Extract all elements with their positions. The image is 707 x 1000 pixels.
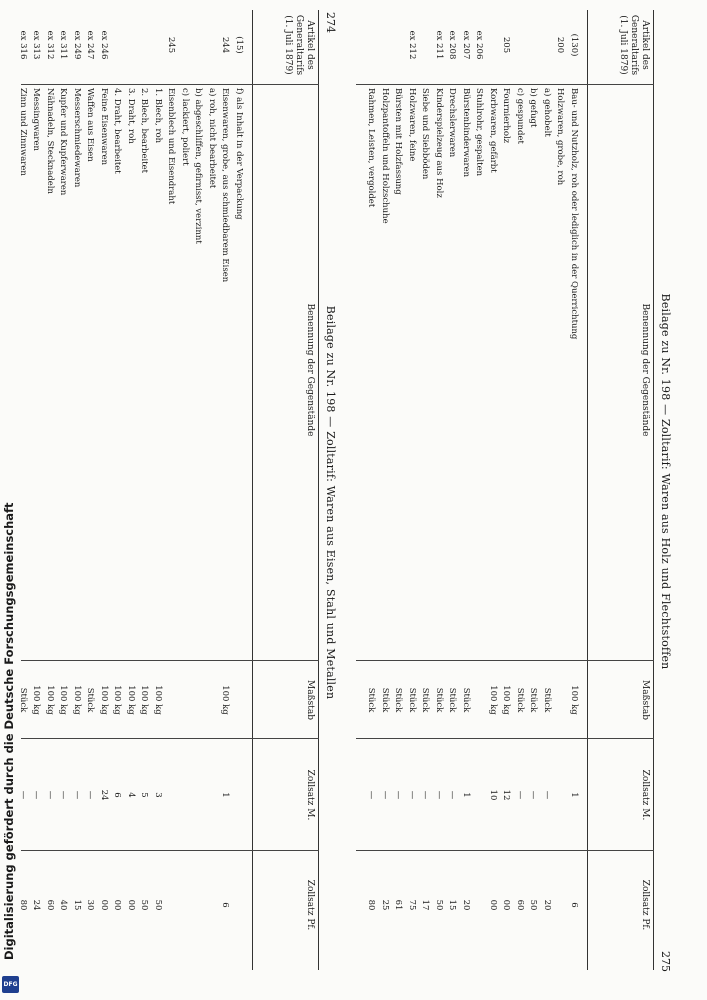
rate-pfennig: 00 <box>99 899 109 911</box>
right-col-article: Artikel des Generaltarifs (1. Juli 1879) <box>618 14 650 76</box>
table-row <box>233 10 245 970</box>
item-unit: 100 kg <box>220 685 231 715</box>
right-page-header <box>656 12 672 972</box>
item-description: Kinderspielzeug aus Holz <box>434 88 444 198</box>
dfg-logo: DFG <box>2 976 19 993</box>
left-col-unit: Maßstab <box>305 680 315 720</box>
rate-marks: — <box>393 790 404 800</box>
left-col-rate-m: Zollsatz M. <box>305 769 315 821</box>
rate-pfennig: 30 <box>85 899 96 911</box>
rate-pfennig: 25 <box>380 899 390 911</box>
item-unit: Stück <box>447 687 458 713</box>
table-row <box>166 10 178 970</box>
article-number: ex 206 <box>474 30 485 60</box>
item-unit: 100 kg <box>569 685 579 715</box>
item-unit: 100 kg <box>99 685 109 715</box>
rate-marks: — <box>366 790 377 800</box>
rate-pfennig: 60 <box>515 899 525 911</box>
rate-pfennig: 15 <box>447 899 458 911</box>
table-row <box>514 10 526 970</box>
table-row <box>220 10 232 970</box>
rate-pfennig: 75 <box>407 899 417 911</box>
right-page <box>350 0 680 1000</box>
article-number: ex 207 <box>461 30 471 60</box>
table-row <box>501 10 513 970</box>
item-unit: 100 kg <box>488 685 498 715</box>
column-head-rule <box>252 10 253 970</box>
item-description: Eisenwaren, grobe, aus schmiedbarem Eisen <box>220 88 231 283</box>
item-unit: Stück <box>380 687 390 713</box>
rate-marks: 4 <box>126 792 136 798</box>
rate-marks: — <box>434 790 444 800</box>
item-unit: Stück <box>528 687 539 713</box>
item-unit: Stück <box>85 687 96 713</box>
table-row <box>44 10 56 970</box>
item-unit: 100 kg <box>45 685 55 715</box>
rate-pfennig: 20 <box>542 899 552 911</box>
table-row <box>98 10 110 970</box>
article-number: ex 311 <box>58 30 69 60</box>
header-rule <box>653 10 654 970</box>
article-number: ex 312 <box>45 30 55 60</box>
rate-marks: 6 <box>112 792 123 798</box>
item-unit: Stück <box>393 687 404 713</box>
article-number: 244 <box>220 36 231 54</box>
table-row <box>406 10 418 970</box>
table-row <box>85 10 97 970</box>
article-number: ex 246 <box>99 30 109 60</box>
rate-marks: 3 <box>153 792 163 798</box>
right-page-title: Beilage zu Nr. 198 — Zolltarif: Waren aus Holz und Flechtstoffen <box>659 293 672 670</box>
item-unit: 100 kg <box>72 685 82 715</box>
table-row <box>193 10 205 970</box>
article-number: 205 <box>501 36 512 54</box>
rate-pfennig: 50 <box>434 899 444 911</box>
item-description: c) gespundet <box>515 88 525 144</box>
column-head-rule <box>587 10 588 970</box>
table-row <box>125 10 137 970</box>
rate-pfennig: 15 <box>72 899 82 911</box>
article-number: 200 <box>555 36 566 54</box>
table-row <box>555 10 567 970</box>
item-description: Nähnadeln, Stecknadeln <box>45 88 55 194</box>
table-row <box>206 10 218 970</box>
right-page-number: 275 <box>659 951 672 972</box>
item-unit: Stück <box>434 687 444 713</box>
rate-pfennig: 40 <box>58 899 69 911</box>
item-unit: Stück <box>366 687 377 713</box>
left-page-header <box>321 12 337 972</box>
article-number: 245 <box>166 36 177 54</box>
table-row <box>139 10 151 970</box>
item-unit: 100 kg <box>112 685 123 715</box>
table-row <box>58 10 70 970</box>
table-row <box>366 10 378 970</box>
rate-marks: 24 <box>99 789 109 801</box>
article-number: ex 211 <box>434 30 444 60</box>
item-description: Drechslerwaren <box>447 88 458 158</box>
item-description: 3. Draht, roh <box>126 88 136 144</box>
rate-pfennig: 20 <box>461 899 471 911</box>
rate-marks: 10 <box>488 789 498 801</box>
rate-marks: — <box>407 790 417 800</box>
item-description: Holzwaren, feine <box>407 88 417 162</box>
table-row <box>487 10 499 970</box>
rate-marks: — <box>420 790 431 800</box>
table-row <box>541 10 553 970</box>
article-number: ex 316 <box>18 30 28 60</box>
rate-pfennig: 00 <box>501 899 512 911</box>
table-row <box>528 10 540 970</box>
left-col-rate-pf: Zollsatz Pf. <box>305 879 315 931</box>
rate-pfennig: 50 <box>139 899 150 911</box>
rate-marks: — <box>542 790 552 800</box>
article-number: ex 313 <box>31 30 42 60</box>
table-row <box>474 10 486 970</box>
rate-marks: 1 <box>461 792 471 798</box>
rate-marks: 5 <box>139 792 150 798</box>
rate-pfennig: 24 <box>31 899 42 911</box>
item-description: Holzwaren, grobe, roh <box>555 88 566 186</box>
rate-pfennig: 80 <box>18 899 28 911</box>
item-description: b) gefugt <box>528 88 539 128</box>
item-unit: Stück <box>420 687 431 713</box>
item-description: Korbwaren, gefärbt <box>488 88 498 173</box>
item-unit: 100 kg <box>58 685 69 715</box>
item-unit: 100 kg <box>139 685 150 715</box>
item-description: Bürsten mit Holzfassung <box>393 88 404 195</box>
item-description: a) roh, nicht bearbeitet <box>207 88 217 189</box>
rate-marks: — <box>58 790 69 800</box>
rate-marks: — <box>85 790 96 800</box>
item-unit: Stück <box>515 687 525 713</box>
item-description: 1. Blech, roh <box>153 88 163 144</box>
item-unit: Stück <box>461 687 471 713</box>
right-col-rate-m: Zollsatz M. <box>640 769 650 821</box>
item-unit: 100 kg <box>126 685 136 715</box>
item-description: Messerschmiedewaren <box>72 88 82 188</box>
item-description: f) als Inhalt in der Verpackung <box>234 88 244 220</box>
rate-pfennig: 61 <box>393 899 404 911</box>
item-description: b) abgeschliffen, gefirnisst, verzinnt <box>193 88 204 244</box>
rate-marks: — <box>45 790 55 800</box>
table-row <box>17 10 29 970</box>
left-page-number: 274 <box>324 12 337 33</box>
article-number: ex 212 <box>407 30 417 60</box>
item-description: Rahmen, Leisten, vergoldet <box>366 88 377 208</box>
right-col-unit: Maßstab <box>640 680 650 720</box>
item-description: Waffen aus Eisen <box>85 88 96 162</box>
rate-pfennig: 00 <box>488 899 498 911</box>
header-rule <box>318 10 319 970</box>
rate-pfennig: 17 <box>420 899 431 911</box>
funding-note: Digitalisierung gefördert durch die Deutsche Forschungsgemeinschaft <box>2 502 16 960</box>
table-row <box>179 10 191 970</box>
item-description: Bau- und Nutzholz, roh oder lediglich in der Querrichtung <box>569 88 579 340</box>
table-row <box>420 10 432 970</box>
item-unit: 100 kg <box>153 685 163 715</box>
right-col-rate-pf: Zollsatz Pf. <box>640 879 650 931</box>
rate-pfennig: 00 <box>112 899 123 911</box>
rate-marks: 12 <box>501 789 512 801</box>
rate-marks: 1 <box>569 792 579 798</box>
item-description: Eisenblech und Eisendraht <box>166 88 177 205</box>
rate-marks: — <box>380 790 390 800</box>
rate-marks: — <box>72 790 82 800</box>
table-row <box>433 10 445 970</box>
rate-marks: — <box>447 790 458 800</box>
rate-pfennig: 50 <box>153 899 163 911</box>
rate-pfennig: 60 <box>45 899 55 911</box>
left-col-description: Benennung der Gegenstände <box>305 303 315 437</box>
rate-pfennig: 00 <box>126 899 136 911</box>
rate-marks: — <box>31 790 42 800</box>
table-row <box>71 10 83 970</box>
item-unit: Stück <box>407 687 417 713</box>
table-row <box>460 10 472 970</box>
rate-marks: 1 <box>220 792 231 798</box>
article-number: ex 208 <box>447 30 458 60</box>
rate-pfennig: 6 <box>220 902 231 908</box>
rate-pfennig: 80 <box>366 899 377 911</box>
left-col-article: Artikel des Generaltarifs (1. Juli 1879) <box>283 14 315 76</box>
item-description: Feine Eisenwaren <box>99 88 109 166</box>
table-row <box>152 10 164 970</box>
table-row <box>447 10 459 970</box>
item-unit: 100 kg <box>501 685 512 715</box>
rate-pfennig: 50 <box>528 899 539 911</box>
item-description: Zinn und Zinnwaren <box>18 88 28 176</box>
item-description: Messingwaren <box>31 88 42 152</box>
article-number: ex 247 <box>85 30 96 60</box>
item-description: Stuhlrohr, gespalten <box>474 88 485 177</box>
item-description: 2. Blech, bearbeitet <box>139 88 150 174</box>
article-number: (130) <box>569 33 579 57</box>
item-unit: 100 kg <box>31 685 42 715</box>
rate-marks: — <box>18 790 28 800</box>
table-row <box>393 10 405 970</box>
table-row <box>31 10 43 970</box>
item-description: 4. Draht, bearbeitet <box>112 88 123 174</box>
article-number: (15) <box>234 36 244 54</box>
item-unit: Stück <box>18 687 28 713</box>
item-description: Siebe und Siebböden <box>420 88 431 180</box>
rate-pfennig: 6 <box>569 902 579 908</box>
right-col-description: Benennung der Gegenstände <box>640 303 650 437</box>
item-description: Holzpantoffeln und Holzschuhe <box>380 88 390 224</box>
item-description: c) lackiert, poliert <box>180 88 190 166</box>
table-row <box>568 10 580 970</box>
article-number: ex 249 <box>72 30 82 60</box>
left-page-title: Beilage zu Nr. 198 — Zolltarif: Waren aus Eisen, Stahl und Metallen <box>324 305 337 700</box>
item-description: Fournierholz <box>501 88 512 144</box>
table-row <box>112 10 124 970</box>
table-row <box>379 10 391 970</box>
item-description: Bürstenbinderwaren <box>461 88 471 178</box>
item-unit: Stück <box>542 687 552 713</box>
item-description: Kupfer und Kupferwaren <box>58 88 69 196</box>
item-description: a) gehobelt <box>542 88 552 137</box>
left-page <box>15 0 345 1000</box>
rate-marks: — <box>528 790 539 800</box>
rate-marks: — <box>515 790 525 800</box>
